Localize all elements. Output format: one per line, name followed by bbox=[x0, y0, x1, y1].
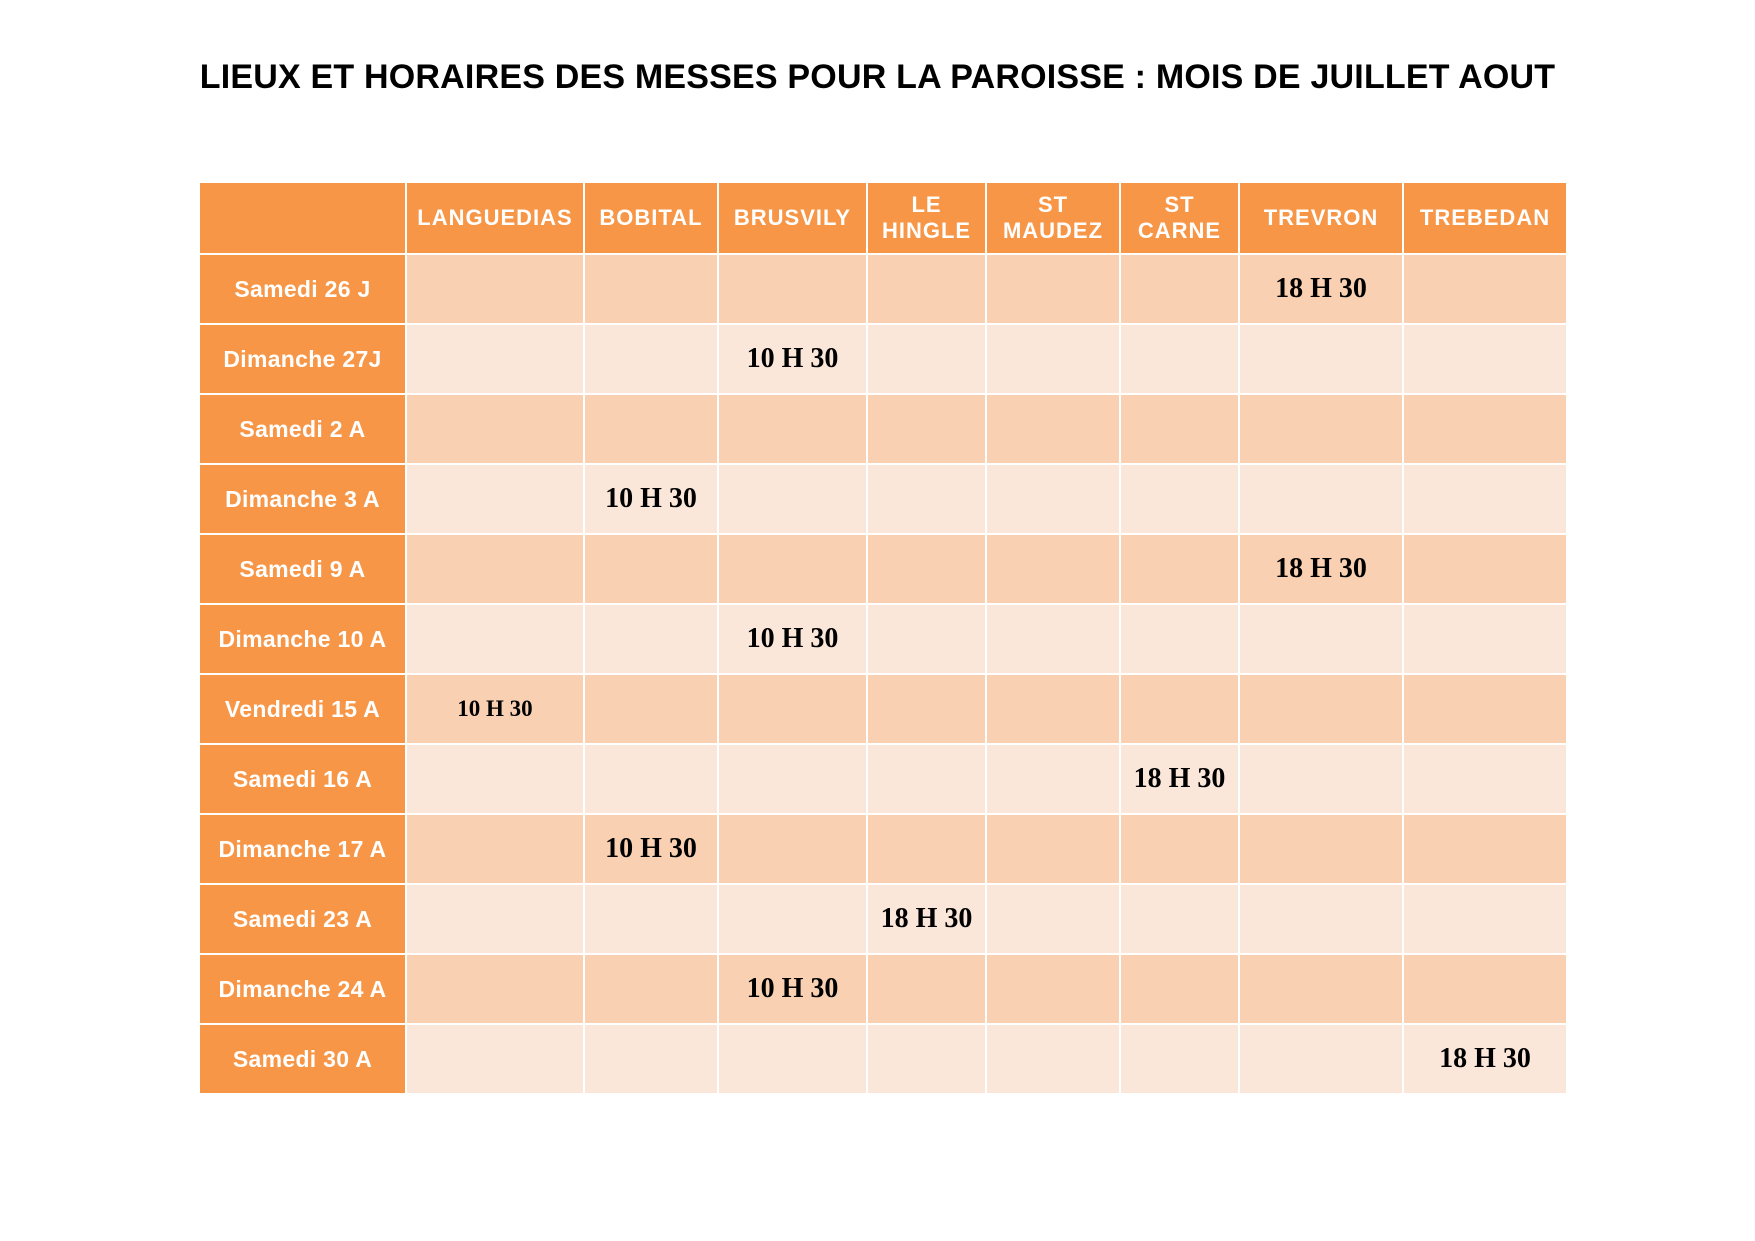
mass-time-cell bbox=[584, 954, 718, 1024]
mass-time-cell: 18 H 30 bbox=[1239, 254, 1403, 324]
mass-time-cell bbox=[1239, 954, 1403, 1024]
mass-time-cell bbox=[867, 534, 986, 604]
table-row bbox=[199, 464, 1567, 534]
column-header bbox=[718, 182, 867, 254]
day-label: Dimanche 24 A bbox=[199, 954, 406, 1024]
mass-time-cell bbox=[1120, 534, 1239, 604]
mass-time-cell bbox=[986, 534, 1120, 604]
mass-time-cell bbox=[867, 814, 986, 884]
mass-time-cell bbox=[1403, 884, 1567, 954]
column-header-label: ST bbox=[1164, 192, 1195, 217]
mass-time-cell bbox=[718, 744, 867, 814]
mass-time-cell: 10 H 30 bbox=[718, 604, 867, 674]
mass-time-cell bbox=[986, 254, 1120, 324]
mass-time-cell bbox=[1239, 814, 1403, 884]
mass-time-cell bbox=[986, 1024, 1120, 1094]
column-header-label: LE bbox=[911, 192, 942, 217]
mass-time-cell bbox=[1239, 884, 1403, 954]
mass-time-cell bbox=[986, 674, 1120, 744]
mass-time-cell bbox=[1120, 814, 1239, 884]
mass-time-cell bbox=[584, 394, 718, 464]
mass-time-cell bbox=[584, 604, 718, 674]
mass-time-cell bbox=[867, 324, 986, 394]
mass-time-cell: 10 H 30 bbox=[718, 954, 867, 1024]
mass-time-cell bbox=[867, 604, 986, 674]
table-row bbox=[199, 674, 1567, 744]
mass-time-cell bbox=[718, 1024, 867, 1094]
corner-header-cell bbox=[199, 182, 406, 254]
mass-time-cell bbox=[1403, 604, 1567, 674]
column-header-label: BOBITAL bbox=[599, 205, 703, 230]
mass-time-cell bbox=[584, 1024, 718, 1094]
mass-time-cell bbox=[1239, 394, 1403, 464]
mass-time-cell bbox=[584, 254, 718, 324]
mass-time-cell bbox=[1403, 674, 1567, 744]
mass-time-cell bbox=[1239, 324, 1403, 394]
day-label: Vendredi 15 A bbox=[199, 674, 406, 744]
mass-time-cell bbox=[1120, 884, 1239, 954]
table-row bbox=[199, 604, 1567, 674]
mass-schedule-table bbox=[198, 181, 1568, 1095]
mass-time-cell bbox=[406, 534, 584, 604]
day-label: Samedi 26 J bbox=[199, 254, 406, 324]
table-row bbox=[199, 744, 1567, 814]
mass-time-cell bbox=[1239, 674, 1403, 744]
mass-time-cell bbox=[1403, 534, 1567, 604]
mass-time-cell bbox=[867, 744, 986, 814]
table-row bbox=[199, 394, 1567, 464]
mass-time-cell bbox=[986, 394, 1120, 464]
mass-time-cell bbox=[1120, 674, 1239, 744]
mass-time-cell bbox=[1120, 394, 1239, 464]
mass-time-cell bbox=[1403, 954, 1567, 1024]
mass-time-cell bbox=[406, 884, 584, 954]
mass-time-cell bbox=[584, 674, 718, 744]
mass-time-cell bbox=[718, 254, 867, 324]
day-label: Dimanche 3 A bbox=[199, 464, 406, 534]
mass-time-cell bbox=[867, 1024, 986, 1094]
day-label: Samedi 2 A bbox=[199, 394, 406, 464]
table-row bbox=[199, 324, 1567, 394]
mass-time-cell bbox=[867, 254, 986, 324]
mass-time-cell bbox=[584, 884, 718, 954]
mass-time-cell bbox=[1403, 814, 1567, 884]
mass-time-cell bbox=[986, 954, 1120, 1024]
mass-time-cell bbox=[1403, 464, 1567, 534]
column-header-label: TREVRON bbox=[1263, 205, 1379, 230]
mass-time-cell bbox=[1239, 464, 1403, 534]
mass-time-cell: 18 H 30 bbox=[1239, 534, 1403, 604]
column-header bbox=[1403, 182, 1567, 254]
mass-time-cell bbox=[406, 604, 584, 674]
mass-time-cell: 18 H 30 bbox=[1120, 744, 1239, 814]
mass-time-cell bbox=[1239, 1024, 1403, 1094]
table-row bbox=[199, 534, 1567, 604]
mass-time-cell bbox=[718, 814, 867, 884]
day-label: Dimanche 10 A bbox=[199, 604, 406, 674]
mass-time-cell bbox=[718, 884, 867, 954]
table-row bbox=[199, 1024, 1567, 1094]
column-header-label: CARNE bbox=[1137, 218, 1222, 243]
mass-time-cell bbox=[986, 884, 1120, 954]
column-header bbox=[867, 182, 986, 254]
mass-time-cell bbox=[1403, 324, 1567, 394]
mass-time-cell bbox=[1120, 1024, 1239, 1094]
mass-time-cell bbox=[584, 744, 718, 814]
day-label: Dimanche 17 A bbox=[199, 814, 406, 884]
mass-time-cell: 18 H 30 bbox=[867, 884, 986, 954]
column-header bbox=[1239, 182, 1403, 254]
mass-time-cell bbox=[1403, 254, 1567, 324]
mass-time-cell bbox=[986, 324, 1120, 394]
table-row bbox=[199, 954, 1567, 1024]
mass-time-cell bbox=[1403, 744, 1567, 814]
mass-time-cell bbox=[406, 1024, 584, 1094]
day-label: Samedi 16 A bbox=[199, 744, 406, 814]
column-header-label: TREBEDAN bbox=[1419, 205, 1551, 230]
mass-time-cell bbox=[718, 464, 867, 534]
mass-time-cell: 10 H 30 bbox=[718, 324, 867, 394]
mass-time-cell: 10 H 30 bbox=[406, 674, 584, 744]
mass-time-cell bbox=[718, 674, 867, 744]
mass-time-cell bbox=[406, 254, 584, 324]
mass-time-cell bbox=[406, 954, 584, 1024]
mass-time-cell bbox=[1120, 954, 1239, 1024]
mass-time-cell bbox=[406, 814, 584, 884]
mass-time-cell bbox=[1239, 604, 1403, 674]
column-header-label: HINGLE bbox=[881, 218, 972, 243]
mass-time-cell bbox=[867, 954, 986, 1024]
mass-time-cell: 10 H 30 bbox=[584, 814, 718, 884]
column-header bbox=[1120, 182, 1239, 254]
column-header-label: LANGUEDIAS bbox=[417, 205, 573, 230]
mass-time-cell bbox=[986, 464, 1120, 534]
mass-time-cell bbox=[584, 324, 718, 394]
mass-time-cell: 10 H 30 bbox=[584, 464, 718, 534]
column-header-label: BRUSVILY bbox=[733, 205, 852, 230]
mass-time-cell: 18 H 30 bbox=[1403, 1024, 1567, 1094]
mass-time-cell bbox=[867, 464, 986, 534]
mass-time-cell bbox=[406, 394, 584, 464]
page-title: LIEUX ET HORAIRES DES MESSES POUR LA PAROISSE : MOIS DE JUILLET AOUT bbox=[199, 58, 1556, 96]
mass-time-cell bbox=[867, 674, 986, 744]
day-label: Samedi 30 A bbox=[199, 1024, 406, 1094]
mass-time-cell bbox=[1403, 394, 1567, 464]
mass-time-cell bbox=[718, 394, 867, 464]
mass-time-cell bbox=[718, 534, 867, 604]
header-row bbox=[199, 182, 1567, 254]
mass-time-cell bbox=[1120, 254, 1239, 324]
mass-time-cell bbox=[986, 744, 1120, 814]
table-row bbox=[199, 884, 1567, 954]
day-label: Samedi 9 A bbox=[199, 534, 406, 604]
column-header-label: MAUDEZ bbox=[1002, 218, 1104, 243]
mass-time-cell bbox=[406, 744, 584, 814]
schedule-body bbox=[199, 254, 1567, 1094]
mass-time-cell bbox=[1239, 744, 1403, 814]
column-header bbox=[986, 182, 1120, 254]
mass-time-cell bbox=[406, 464, 584, 534]
mass-time-cell bbox=[986, 604, 1120, 674]
column-header bbox=[406, 182, 584, 254]
table-row bbox=[199, 814, 1567, 884]
mass-time-cell bbox=[406, 324, 584, 394]
day-label: Samedi 23 A bbox=[199, 884, 406, 954]
mass-time-cell bbox=[1120, 324, 1239, 394]
column-header-label: ST bbox=[1037, 192, 1069, 217]
column-header bbox=[584, 182, 718, 254]
mass-time-cell bbox=[986, 814, 1120, 884]
mass-time-cell bbox=[867, 394, 986, 464]
day-label: Dimanche 27J bbox=[199, 324, 406, 394]
mass-time-cell bbox=[584, 534, 718, 604]
mass-time-cell bbox=[1120, 464, 1239, 534]
mass-time-cell bbox=[1120, 604, 1239, 674]
table-row bbox=[199, 254, 1567, 324]
